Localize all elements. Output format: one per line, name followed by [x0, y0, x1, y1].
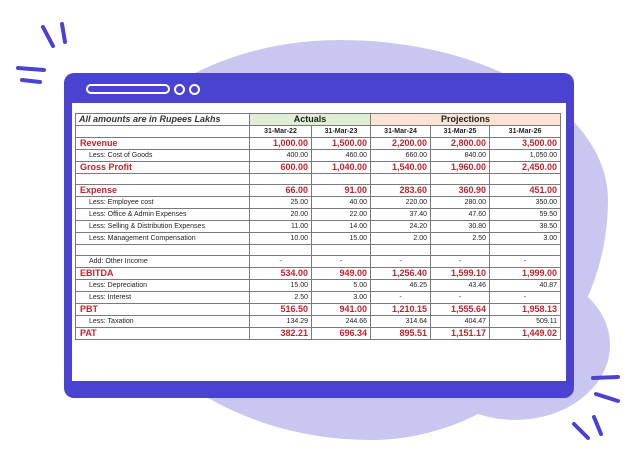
table-cell: 15.00: [250, 280, 312, 292]
window-circle-icon[interactable]: [189, 84, 200, 95]
table-cell: 1,599.10: [431, 268, 490, 280]
table-cell: 400.00: [250, 150, 312, 162]
table-row: [76, 280, 561, 292]
table-cell: 43.46: [431, 280, 490, 292]
table-cell: 1,210.15: [371, 304, 431, 316]
row-label: [76, 174, 250, 185]
row-label: Revenue: [76, 138, 250, 150]
table-cell: 24.20: [371, 221, 431, 233]
header-empty-cell: [76, 126, 250, 138]
table-row: [76, 174, 561, 185]
table-cell: 696.34: [312, 328, 371, 340]
table-cell: 451.00: [490, 185, 561, 197]
projections-header: Projections: [371, 114, 561, 126]
row-label: PBT: [76, 304, 250, 316]
table-cell: 534.00: [250, 268, 312, 280]
table-cell: -: [250, 256, 312, 268]
row-label: [76, 245, 250, 256]
table-cell: 1,500.00: [312, 138, 371, 150]
table-cell: 895.51: [371, 328, 431, 340]
row-label: Expense: [76, 185, 250, 197]
table-row: [76, 162, 561, 174]
table-row: [76, 233, 561, 245]
table-cell: 15.00: [312, 233, 371, 245]
row-label: Less: Management Compensation: [76, 233, 250, 245]
table-cell: 20.00: [250, 209, 312, 221]
table-cell: 460.00: [312, 150, 371, 162]
table-cell: 2,450.00: [490, 162, 561, 174]
table-cell: 3,500.00: [490, 138, 561, 150]
table-cell: 22.00: [312, 209, 371, 221]
row-label: PAT: [76, 328, 250, 340]
spreadsheet-area: [72, 103, 566, 381]
table-cell: 1,151.17: [431, 328, 490, 340]
table-cell: 1,040.00: [312, 162, 371, 174]
table-cell: [490, 245, 561, 256]
table-cell: -: [371, 292, 431, 304]
table-row: [76, 185, 561, 197]
table-cell: 509.11: [490, 316, 561, 328]
table-cell: 91.00: [312, 185, 371, 197]
table-row: [76, 328, 561, 340]
column-header: 31-Mar-24: [371, 126, 431, 138]
table-row: [76, 304, 561, 316]
table-cell: 10.00: [250, 233, 312, 245]
table-cell: 360.90: [431, 185, 490, 197]
table-row: [76, 256, 561, 268]
window-circle-icon[interactable]: [174, 84, 185, 95]
table-cell: 350.00: [490, 197, 561, 209]
row-label: Less: Depreciation: [76, 280, 250, 292]
table-cell: 382.21: [250, 328, 312, 340]
table-row: [76, 292, 561, 304]
table-cell: 5.00: [312, 280, 371, 292]
table-cell: [250, 174, 312, 185]
table-cell: 600.00: [250, 162, 312, 174]
table-cell: [312, 245, 371, 256]
table-cell: 3.00: [490, 233, 561, 245]
table-cell: 1,999.00: [490, 268, 561, 280]
table-cell: -: [431, 256, 490, 268]
table-cell: 11.00: [250, 221, 312, 233]
table-cell: 3.00: [312, 292, 371, 304]
table-cell: 30.80: [431, 221, 490, 233]
row-label: Less: Interest: [76, 292, 250, 304]
table-cell: 1,555.64: [431, 304, 490, 316]
financial-table: [75, 113, 561, 340]
table-cell: 1,540.00: [371, 162, 431, 174]
table-cell: 1,449.02: [490, 328, 561, 340]
row-label: Less: Employee cost: [76, 197, 250, 209]
table-cell: 314.64: [371, 316, 431, 328]
row-label: Less: Taxation: [76, 316, 250, 328]
table-cell: 1,958.13: [490, 304, 561, 316]
table-cell: 283.60: [371, 185, 431, 197]
table-cell: 1,050.00: [490, 150, 561, 162]
header-row-dates: [76, 126, 561, 138]
table-cell: 2,200.00: [371, 138, 431, 150]
table-cell: 66.00: [250, 185, 312, 197]
row-label: Less: Office & Admin Expenses: [76, 209, 250, 221]
row-label: Less: Selling & Distribution Expenses: [76, 221, 250, 233]
table-cell: 220.00: [371, 197, 431, 209]
table-cell: 59.50: [490, 209, 561, 221]
units-note: All amounts are in Rupees Lakhs: [76, 114, 250, 126]
table-cell: 1,256.40: [371, 268, 431, 280]
column-header: 31-Mar-22: [250, 126, 312, 138]
table-cell: [490, 174, 561, 185]
table-cell: -: [431, 292, 490, 304]
app-window: [64, 73, 574, 398]
table-cell: 2.00: [371, 233, 431, 245]
table-cell: 949.00: [312, 268, 371, 280]
table-cell: 404.47: [431, 316, 490, 328]
table-row: [76, 209, 561, 221]
window-titlebar: [64, 73, 574, 105]
table-cell: 14.00: [312, 221, 371, 233]
table-cell: -: [490, 292, 561, 304]
table-cell: 516.50: [250, 304, 312, 316]
table-cell: 134.29: [250, 316, 312, 328]
table-cell: 2.50: [250, 292, 312, 304]
row-label: Gross Profit: [76, 162, 250, 174]
table-row: [76, 268, 561, 280]
table-cell: 40.87: [490, 280, 561, 292]
table-cell: 46.25: [371, 280, 431, 292]
table-cell: 840.00: [431, 150, 490, 162]
table-cell: [431, 245, 490, 256]
window-pill-icon: [86, 84, 170, 94]
table-cell: [431, 174, 490, 185]
table-cell: 1,960.00: [431, 162, 490, 174]
table-cell: 2.50: [431, 233, 490, 245]
table-row: [76, 316, 561, 328]
header-row-groups: [76, 114, 561, 126]
row-label: EBITDA: [76, 268, 250, 280]
table-cell: -: [312, 256, 371, 268]
table-cell: [250, 245, 312, 256]
table-row: [76, 197, 561, 209]
table-cell: 1,000.00: [250, 138, 312, 150]
table-row: [76, 221, 561, 233]
table-row: [76, 245, 561, 256]
table-cell: 38.50: [490, 221, 561, 233]
column-header: 31-Mar-25: [431, 126, 490, 138]
table-cell: 244.66: [312, 316, 371, 328]
table-cell: 280.00: [431, 197, 490, 209]
table-cell: [371, 174, 431, 185]
column-header: 31-Mar-23: [312, 126, 371, 138]
table-cell: 37.40: [371, 209, 431, 221]
table-cell: [371, 245, 431, 256]
table-cell: -: [371, 256, 431, 268]
row-label: Less: Cost of Goods: [76, 150, 250, 162]
table-cell: 2,800.00: [431, 138, 490, 150]
table-cell: 660.00: [371, 150, 431, 162]
table-cell: -: [490, 256, 561, 268]
table-cell: 47.60: [431, 209, 490, 221]
table-cell: 941.00: [312, 304, 371, 316]
table-row: [76, 150, 561, 162]
row-label: Add: Other Income: [76, 256, 250, 268]
table-cell: 25.00: [250, 197, 312, 209]
table-cell: 40.00: [312, 197, 371, 209]
column-header: 31-Mar-26: [490, 126, 561, 138]
table-row: [76, 138, 561, 150]
table-cell: [312, 174, 371, 185]
actuals-header: Actuals: [250, 114, 371, 126]
